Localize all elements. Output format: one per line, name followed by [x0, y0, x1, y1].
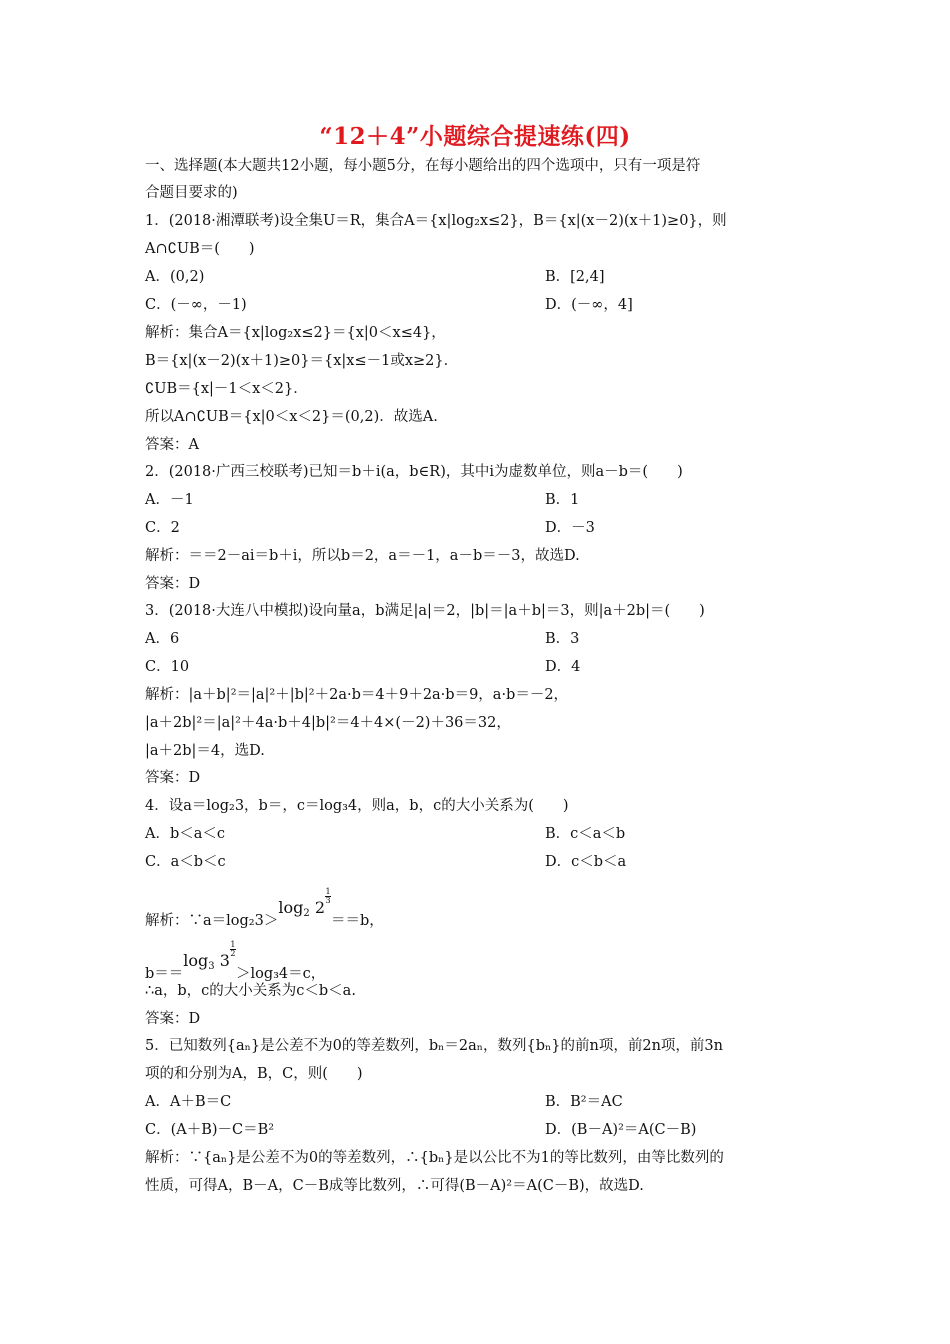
- q4-option-b: B．c＜a＜b: [545, 826, 626, 842]
- q4-sol2-exp-top: 1: [230, 940, 236, 949]
- q4-sol1-suffix: ＝＝b，: [331, 913, 384, 929]
- q4-sol1-exponent: [325, 888, 331, 905]
- q1-solution-line-1: 解析：集合A＝{x|log₂x≤2}＝{x|0＜x≤4}，: [145, 325, 446, 341]
- q5-option-d: D．(B－A)²＝A(C－B): [545, 1122, 697, 1138]
- q4-option-a: A．b＜a＜c: [145, 826, 226, 842]
- q1-solution-line-4: 所以A∩∁UB＝{x|0＜x＜2}＝(0,2)．故选A.: [145, 409, 438, 425]
- q2-option-c: C．2: [145, 520, 180, 536]
- q4-sol2-prefix: b＝＝: [145, 966, 184, 982]
- q4-sol1-log-expression: [278, 887, 331, 919]
- q5-option-c: C．(A＋B)－C＝B²: [145, 1122, 275, 1138]
- q4-sol2-log-expression: [183, 940, 236, 972]
- q1-option-b: B．[2,4]: [545, 269, 605, 285]
- q1-stem-line-2: A∩∁UB＝( ): [145, 241, 255, 257]
- q1-option-a: A．(0,2): [145, 269, 205, 285]
- section-intro-line-2: 合题目要求的): [145, 185, 238, 201]
- q3-solution-line-1: 解析：|a＋b|²＝|a|²＋|b|²＋2a·b＝4＋9＋2a·b＝9，a·b＝－2，: [145, 687, 569, 703]
- q3-option-a: A．6: [145, 631, 180, 647]
- q4-answer: 答案：D: [145, 1011, 201, 1027]
- q5-option-b: B．B²＝AC: [545, 1094, 623, 1110]
- q3-option-d: D．4: [545, 659, 581, 675]
- q3-solution-line-3: |a＋2b|＝4，选D.: [145, 743, 265, 759]
- q2-option-d: D．－3: [545, 520, 595, 536]
- q4-option-d: D．c＜b＜a: [545, 854, 627, 870]
- q4-sol2-exponent: [230, 941, 236, 958]
- q2-solution: 解析：＝＝2－ai＝b＋i，所以b＝2，a＝－1，a－b＝－3，故选D.: [145, 548, 580, 564]
- q3-option-c: C．10: [145, 659, 190, 675]
- q4-sol1-prefix: 解析：∵a＝log₂3＞: [145, 913, 279, 929]
- q5-stem-line-1: 5．已知数列{aₙ}是公差不为0的等差数列，bₙ＝2aₙ，数列{bₙ}的前n项，前2n项，前3n: [145, 1038, 723, 1054]
- q2-option-a: A．－1: [145, 492, 194, 508]
- q3-answer: 答案：D: [145, 770, 201, 786]
- q1-answer: 答案：A: [145, 437, 199, 453]
- q5-stem-line-2: 项的和分别为A，B，C，则( ): [145, 1066, 363, 1082]
- section-intro-line-1: 一、选择题(本大题共12小题，每小题5分，在每小题给出的四个选项中，只有一项是符: [145, 158, 701, 174]
- q4-sol2-exp-bottom: 2: [230, 949, 236, 958]
- q1-solution-line-2: B＝{x|(x－2)(x＋1)≥0}＝{x|x≤－1或x≥2}．: [145, 353, 459, 369]
- q1-option-c: C．(－∞，－1): [145, 297, 247, 313]
- q2-stem: 2．(2018·广西三校联考)已知＝b＋i(a，b∈R)，其中i为虚数单位，则a－b＝( ): [145, 464, 683, 480]
- q4-sol1-log-base: 2: [303, 908, 310, 919]
- q3-stem: 3．(2018·大连八中模拟)设向量a，b满足|a|＝2，|b|＝|a＋b|＝3，则|a＋2b|＝( ): [145, 603, 705, 619]
- page-title: “12＋4”小题综合提速练(四): [319, 123, 631, 150]
- q1-solution-line-3: ∁UB＝{x|－1＜x＜2}．: [145, 381, 308, 397]
- q4-sol2-suffix: ＞log₃4＝c，: [235, 966, 326, 982]
- q4-sol2-power-base: 3: [219, 951, 230, 970]
- q5-solution-line-1: 解析：∵{aₙ}是公差不为0的等差数列，∴{bₙ}是以公比不为1的等比数列，由等比数列的: [145, 1150, 724, 1166]
- q4-sol2-log-base: 3: [208, 961, 215, 972]
- q4-solution-line-3: ∴a，b，c的大小关系为c＜b＜a.: [145, 983, 356, 999]
- q2-answer: 答案：D: [145, 576, 201, 592]
- q2-option-b: B．1: [545, 492, 580, 508]
- q4-stem: 4．设a＝log₂3，b＝，c＝log₃4，则a，b，c的大小关系为( ): [145, 798, 569, 814]
- q4-option-c: C．a＜b＜c: [145, 854, 226, 870]
- q4-sol1-exp-bottom: 3: [325, 896, 331, 905]
- q4-sol1-power-base: 2: [314, 898, 325, 917]
- q5-option-a: A．A＋B＝C: [145, 1094, 232, 1110]
- q4-solution-line-1: [145, 887, 384, 936]
- q1-option-d: D．(－∞，4]: [545, 297, 633, 313]
- q4-sol1-log: log: [278, 898, 304, 917]
- q4-sol2-log: log: [183, 951, 209, 970]
- q1-stem-line-1: 1．(2018·湘潭联考)设全集U＝R，集合A＝{x|log₂x≤2}，B＝{x|(x－2)(x＋1)≥0}，则: [145, 213, 727, 229]
- q5-solution-line-2: 性质，可得A，B－A，C－B成等比数列，∴可得(B－A)²＝A(C－B)，故选D.: [145, 1178, 644, 1194]
- q4-sol1-exp-top: 1: [325, 887, 331, 896]
- q3-solution-line-2: |a＋2b|²＝|a|²＋4a·b＋4|b|²＝4＋4×(－2)＋36＝32，: [145, 715, 511, 731]
- q3-option-b: B．3: [545, 631, 580, 647]
